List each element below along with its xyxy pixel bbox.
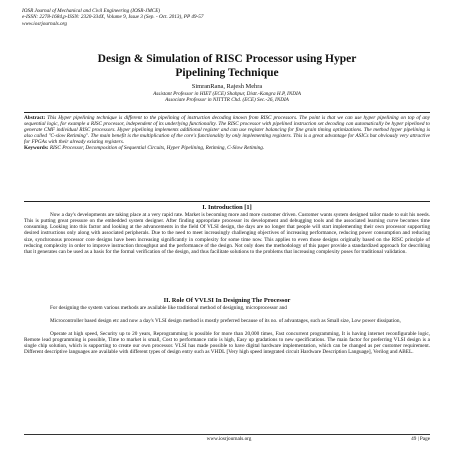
section-1-paragraph: Now a day's developments are taking place at a very rapid rate. Market is becoming more and more customer driven. Customer wants system designed tailor made to suit his needs. This is putting great pressure on the embedded system designer. After finding appropriate processor its development and debugging tools and the associated learning curve becomes time consuming. Looking into this factor and looking at the advancements in the field Of VLSI design, the days are no longer that people will start implementing their own processor supporting desired instructions only along with associated peripherals. Due to the need to meet increasingly challenging objectives of increasing performance, reducing power consumption and reducing size, synchronous processor core designs have been increasing significantly in complexity for some time now. This applies to even those designs originally based on the RISC principle of reducing complexity in order to improve instruction throughput and the performance of the design. Not only does the methodology of this paper provide a standardized approach for describing that it generates can be used as a basis for the formal verification of the design, and thus facilitate solutions to the problems that increasing complexity poses for traditional validation.	[24, 212, 430, 255]
page-number: 49 | Page	[411, 436, 430, 442]
journal-name: IOSR Journal of Mechanical and Civil Engineering (IOSR-JMCE)	[22, 8, 161, 14]
paper-title-line2: Pipelining Technique	[175, 67, 279, 79]
paper-title	[22, 52, 432, 80]
journal-url[interactable]: www.iosrjournals.org	[22, 20, 67, 27]
footer-url[interactable]: www.iosrjournals.org	[206, 436, 252, 442]
section-2-paragraph-3: Operate at high speed, Security up to 20 years, Reprogramming is possible for more than 20,000 times, Fast concurrent programming, It is having internet reconfigurable logic, Remote lead programming is possible, Time to market is small, Cost to performance ratio is high, Easy up gradations to new specifications. The main factor for preferring VLSI design is a single chip solution, which is supporting to create our own processor. VLSI has made possible to have digital hardware implementation, which can be changed as per customer requirement. Different descriptive languages are available with different types of design entry such as VHDL [Very high speed integrated circuit Hardware Description Language], Verilog and ABEL.	[24, 331, 430, 356]
keywords-text: RISC Processor, Decomposition of Sequential Circuits, Hyper Pipelining, Retiming, C-Slow Retiming.	[48, 145, 265, 152]
abstract-section	[24, 112, 430, 202]
keywords-paragraph	[24, 145, 430, 151]
section-2-paragraph-1: For designing the system various methods are available like traditional method of designing, microprocessor and	[50, 305, 287, 311]
abstract-label: Abstract:	[24, 115, 46, 121]
affiliation-1: Assistant Professor in HIET (ECE) Shahpur, Distt.-Kangra H.P, INDIA	[153, 91, 301, 97]
paper-title-line1: Design & Simulation of RISC Processor using Hyper	[97, 53, 357, 65]
section-1-heading: I. Introduction [1]	[202, 204, 252, 211]
keywords-label: Keywords:	[24, 145, 49, 152]
journal-header	[22, 8, 432, 27]
paper-authors: SimranRana, Rajesh Mehra	[191, 83, 263, 90]
section-2-heading: II. Role Of VVLSI In Designing The Processor	[163, 297, 291, 304]
affiliation-2: Associate Professor in NITTTR Chd. (ECE) Sec.-26, INDIA	[165, 97, 289, 104]
footer-divider	[24, 434, 430, 435]
journal-issn: e-ISSN: 2278-1684,p-ISSN: 2320-334X, Volume 9, Issue 3 (Sep. - Oct. 2013), PP 49-57	[22, 14, 204, 21]
section-2-paragraph-2: Microcontroller based design etc and now a day's VLSI design method is mostly preferred because of its no. of advantages, such as Small size, Low power dissipation,	[50, 318, 401, 324]
abstract-paragraph	[24, 115, 430, 145]
author-affiliations	[22, 91, 432, 104]
abstract-text: This Hyper pipelining technique is different to the pipelining of instruction decoding known from RISC processors. The point is that we can use hyper pipelining on top of any sequential logic, for example a RISC processor, independent of its underlying functionality. The RISC processor with pipelined instruction set decoding can automatically be hyper pipelined to generate CMF individual RISC processors. Hyper pipelining implements additional register and can use register balancing for fine grain timing optimizations. The method hyper pipelining is also called "C-slow Retiming". The main benefit is the multiplication of the core's functionality by only implementing registers. This is a great advantage for ASICs but obviously very attractive for FPGAs with their already existing registers.	[24, 115, 430, 146]
